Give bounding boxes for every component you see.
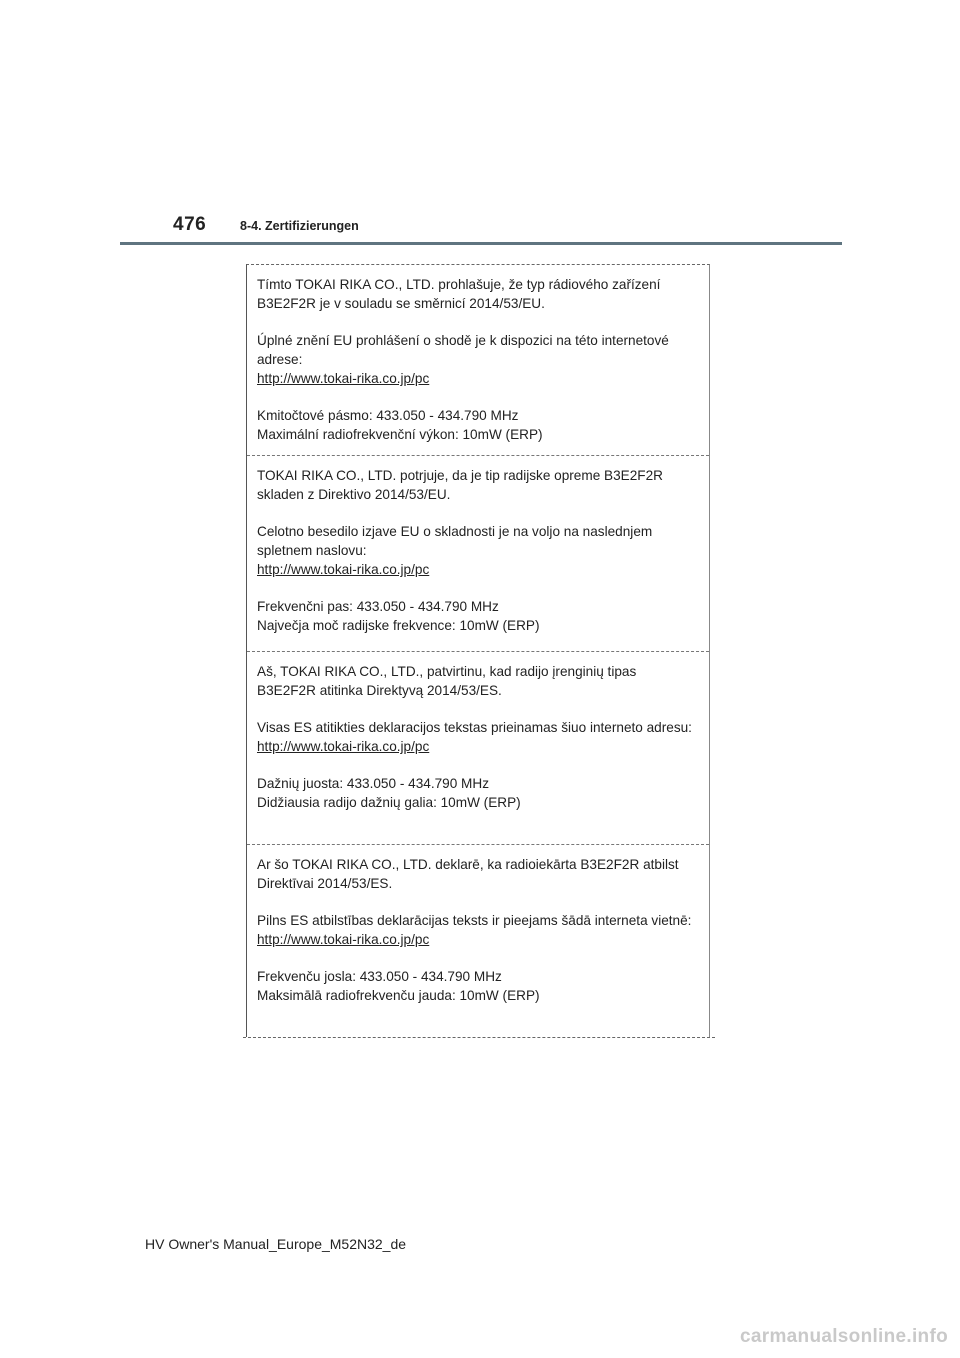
frequency-info (257, 406, 697, 444)
page-number: 476 (173, 214, 207, 235)
certification-box (246, 264, 710, 1037)
frequency-info (257, 967, 697, 1005)
max-power: Največja moč radijske frekvence: 10mW (ERP) (257, 618, 540, 633)
full-text-label: Úplné znění EU prohlášení o shodě je k dispozici na této internetové adrese: (257, 333, 669, 367)
frequency-band: Kmitočtové pásmo: 433.050 - 434.790 MHz (257, 408, 519, 423)
footer-manual-id: HV Owner's Manual_Europe_M52N32_de (145, 1236, 407, 1252)
frequency-band: Frekvenčni pas: 433.050 - 434.790 MHz (257, 599, 499, 614)
declaration-url-link[interactable]: http://www.tokai-rika.co.jp/pc (257, 739, 430, 754)
declaration-text: TOKAI RIKA CO., LTD. potrjuje, da je tip radijske opreme B3E2F2R skladen z Direktivo 2014/53/EU. (257, 468, 663, 502)
full-text-info (257, 522, 697, 579)
frequency-band: Dažnių juosta: 433.050 - 434.790 MHz (257, 776, 489, 791)
declaration-block-sl (247, 456, 709, 652)
declaration-url-link[interactable]: http://www.tokai-rika.co.jp/pc (257, 562, 430, 577)
full-text-label: Pilns ES atbilstības deklarācijas teksts ir pieejams šādā interneta vietnē: (257, 913, 692, 928)
max-power: Maximální radiofrekvenční výkon: 10mW (ERP) (257, 427, 543, 442)
max-power: Maksimālā radiofrekvenču jauda: 10mW (ERP) (257, 988, 540, 1003)
full-text-label: Visas ES atitikties deklaracijos tekstas prieinamas šiuo interneto adresu: (257, 720, 692, 735)
frequency-band: Frekvenču josla: 433.050 - 434.790 MHz (257, 969, 502, 984)
declaration-block-lt (247, 652, 709, 845)
declaration-text: Tímto TOKAI RIKA CO., LTD. prohlašuje, že typ rádiového zařízení B3E2F2R je v souladu se směrnicí 2014/53/EU. (257, 277, 661, 311)
section-title: 8-4. Zertifizierungen (240, 219, 359, 233)
certification-box-bottom-line (243, 1037, 715, 1038)
frequency-info (257, 774, 697, 812)
watermark: carmanualsonline.info (740, 1326, 948, 1347)
declaration-url-link[interactable]: http://www.tokai-rika.co.jp/pc (257, 371, 430, 386)
declaration-text: Ar šo TOKAI RIKA CO., LTD. deklarē, ka radioiekārta B3E2F2R atbilst Direktīvai 2014/53/ES. (257, 857, 679, 891)
header-rule (120, 242, 842, 245)
full-text-info (257, 911, 697, 949)
declaration-block-lv (247, 845, 709, 1037)
declaration-text: Aš, TOKAI RIKA CO., LTD., patvirtinu, kad radijo įrenginių tipas B3E2F2R atitinka Direktyvą 2014/53/ES. (257, 664, 637, 698)
full-text-label: Celotno besedilo izjave EU o skladnosti je na voljo na naslednjem spletnem naslovu: (257, 524, 653, 558)
full-text-info (257, 718, 697, 756)
full-text-info (257, 331, 697, 388)
max-power: Didžiausia radijo dažnių galia: 10mW (ERP) (257, 795, 521, 810)
declaration-block-cz (247, 265, 709, 456)
declaration-url-link[interactable]: http://www.tokai-rika.co.jp/pc (257, 932, 430, 947)
frequency-info (257, 597, 697, 635)
